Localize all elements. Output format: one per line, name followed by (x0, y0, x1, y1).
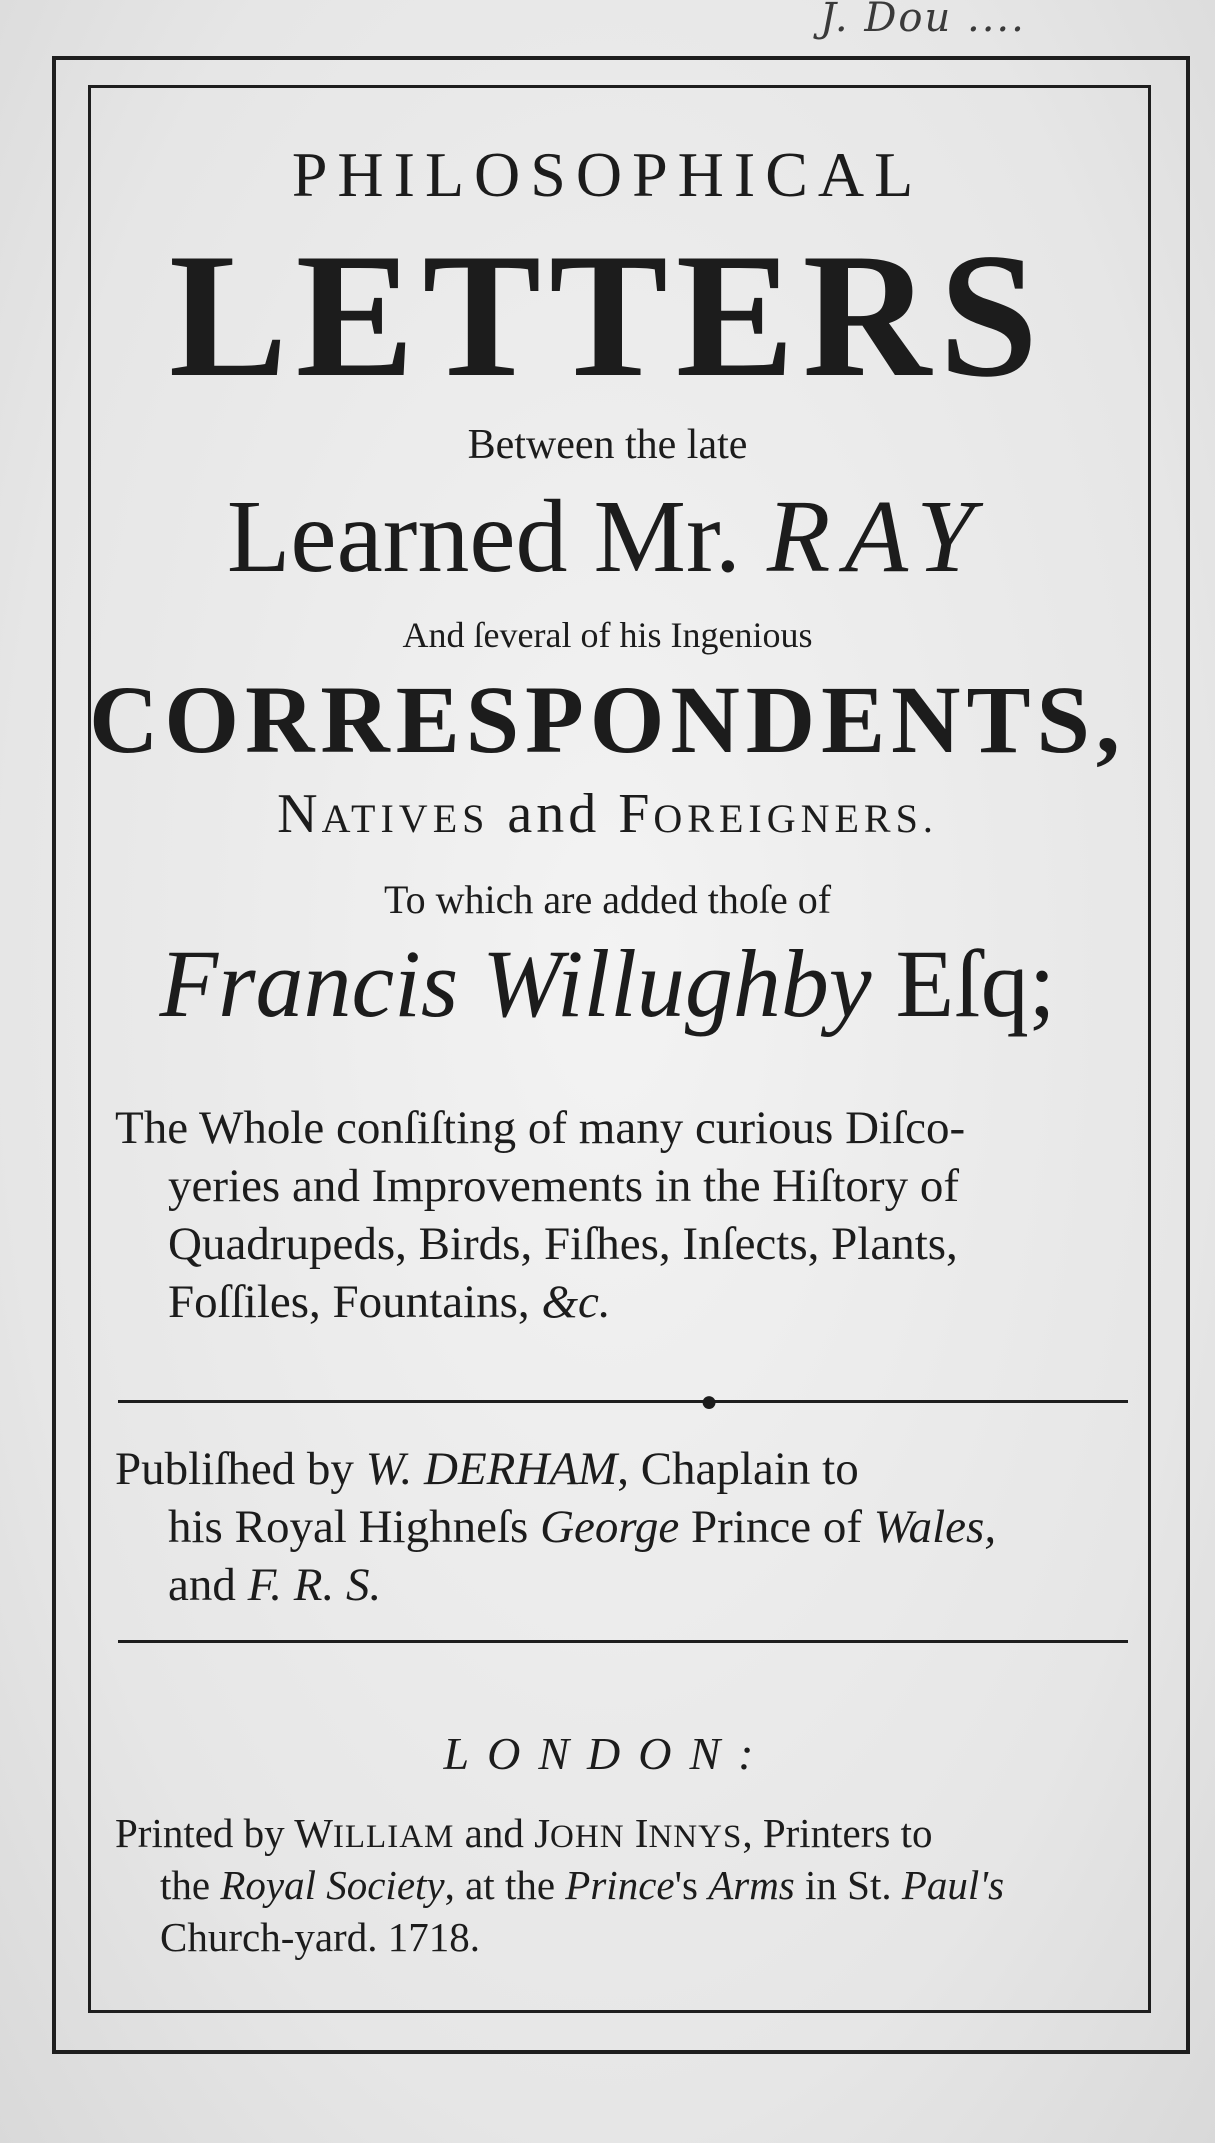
handwritten-note: J. Dou .... (820, 0, 1026, 41)
imprint-the: the (160, 1862, 221, 1908)
title-several: And ſeveral of his Ingenious (402, 615, 813, 655)
imprint-prince: Prince (565, 1862, 675, 1908)
title-added: To which are added thoſe of (383, 877, 832, 922)
divider-ornament: ● (700, 1385, 719, 1418)
title-letters: LETTERS (168, 216, 1047, 414)
natives-rest: ATIVES (321, 796, 490, 841)
title-correspondents: CORRESPONDENTS, (89, 666, 1126, 773)
imprint-arms: Arms (708, 1862, 795, 1908)
imprint-william: ILLIAM (332, 1819, 455, 1855)
imprint-pauls: Paul's (901, 1862, 1005, 1908)
imprint-at-the: , at the (444, 1862, 566, 1908)
description-line-3: Quadrupeds, Birds, Fiſhes, Inſects, Plants, (168, 1218, 958, 1270)
imprint-and: and (454, 1810, 535, 1856)
imprint-line-3: Church-yard. 1718. (160, 1914, 480, 1960)
publisher-wales: Wales, (873, 1501, 997, 1553)
title-between: Between the late (467, 422, 748, 468)
imprint-innys: NNYS (648, 1819, 743, 1855)
description-line-4-text: Foſſiles, Fountains, (168, 1276, 542, 1328)
publisher-and: and (168, 1559, 248, 1611)
description-etc: &c. (541, 1276, 611, 1328)
natives-initial: N (277, 783, 322, 845)
description-line-4 (168, 1274, 611, 1330)
publisher-frs: F. R. S. (247, 1559, 382, 1611)
imprint-apostrophe: 's (674, 1862, 709, 1908)
publisher-line-3 (168, 1557, 381, 1613)
imprint-j: J (534, 1810, 551, 1856)
publisher-prefix: Publiſhed by (115, 1443, 366, 1495)
publisher-line-2 (168, 1499, 996, 1555)
imprint-line-2 (160, 1860, 1004, 1910)
imprint-london: LONDON: (443, 1728, 772, 1779)
divider-rule-1 (118, 1400, 1128, 1403)
imprint-in-st: in St. (794, 1862, 902, 1908)
title-ray: RAY (766, 479, 989, 594)
natives-and: and (489, 783, 619, 845)
title-learned-prefix: Learned Mr. (226, 479, 767, 594)
imprint-royal-society: Royal Society (220, 1862, 445, 1908)
title-francis-willughby (0, 932, 1215, 1036)
publisher-george: George (540, 1501, 680, 1553)
imprint-w: W (294, 1810, 333, 1856)
willughby-suffix: Eſq; (871, 930, 1056, 1037)
divider-rule-2 (118, 1640, 1128, 1643)
title-philosophical: PHILOSOPHICAL (291, 139, 924, 210)
foreigners-rest: OREIGNERS. (653, 796, 938, 841)
title-learned-mr-ray (0, 479, 1215, 594)
publisher-highness: his Royal Highneſs (168, 1501, 541, 1553)
title-natives-foreigners (0, 782, 1215, 851)
description-line-1: The Whole conſiſting of many curious Diſco- (115, 1102, 966, 1154)
imprint-printed-by: Printed by (115, 1810, 295, 1856)
imprint-printers-to: , Printers to (742, 1810, 933, 1856)
publisher-derham: W. DERHAM (365, 1443, 618, 1495)
imprint-john: OHN (550, 1819, 625, 1855)
description-line-2: yeries and Improvements in the Hiſtory of (168, 1160, 959, 1212)
foreigners-initial: F (618, 783, 654, 845)
publisher-line-1 (115, 1441, 859, 1497)
publisher-chaplain: , Chaplain to (617, 1443, 859, 1495)
publisher-prince-of: Prince of (679, 1501, 874, 1553)
imprint-i: I (624, 1810, 649, 1856)
imprint-line-1 (115, 1808, 933, 1862)
willughby-name: Francis Willughby (159, 930, 872, 1037)
